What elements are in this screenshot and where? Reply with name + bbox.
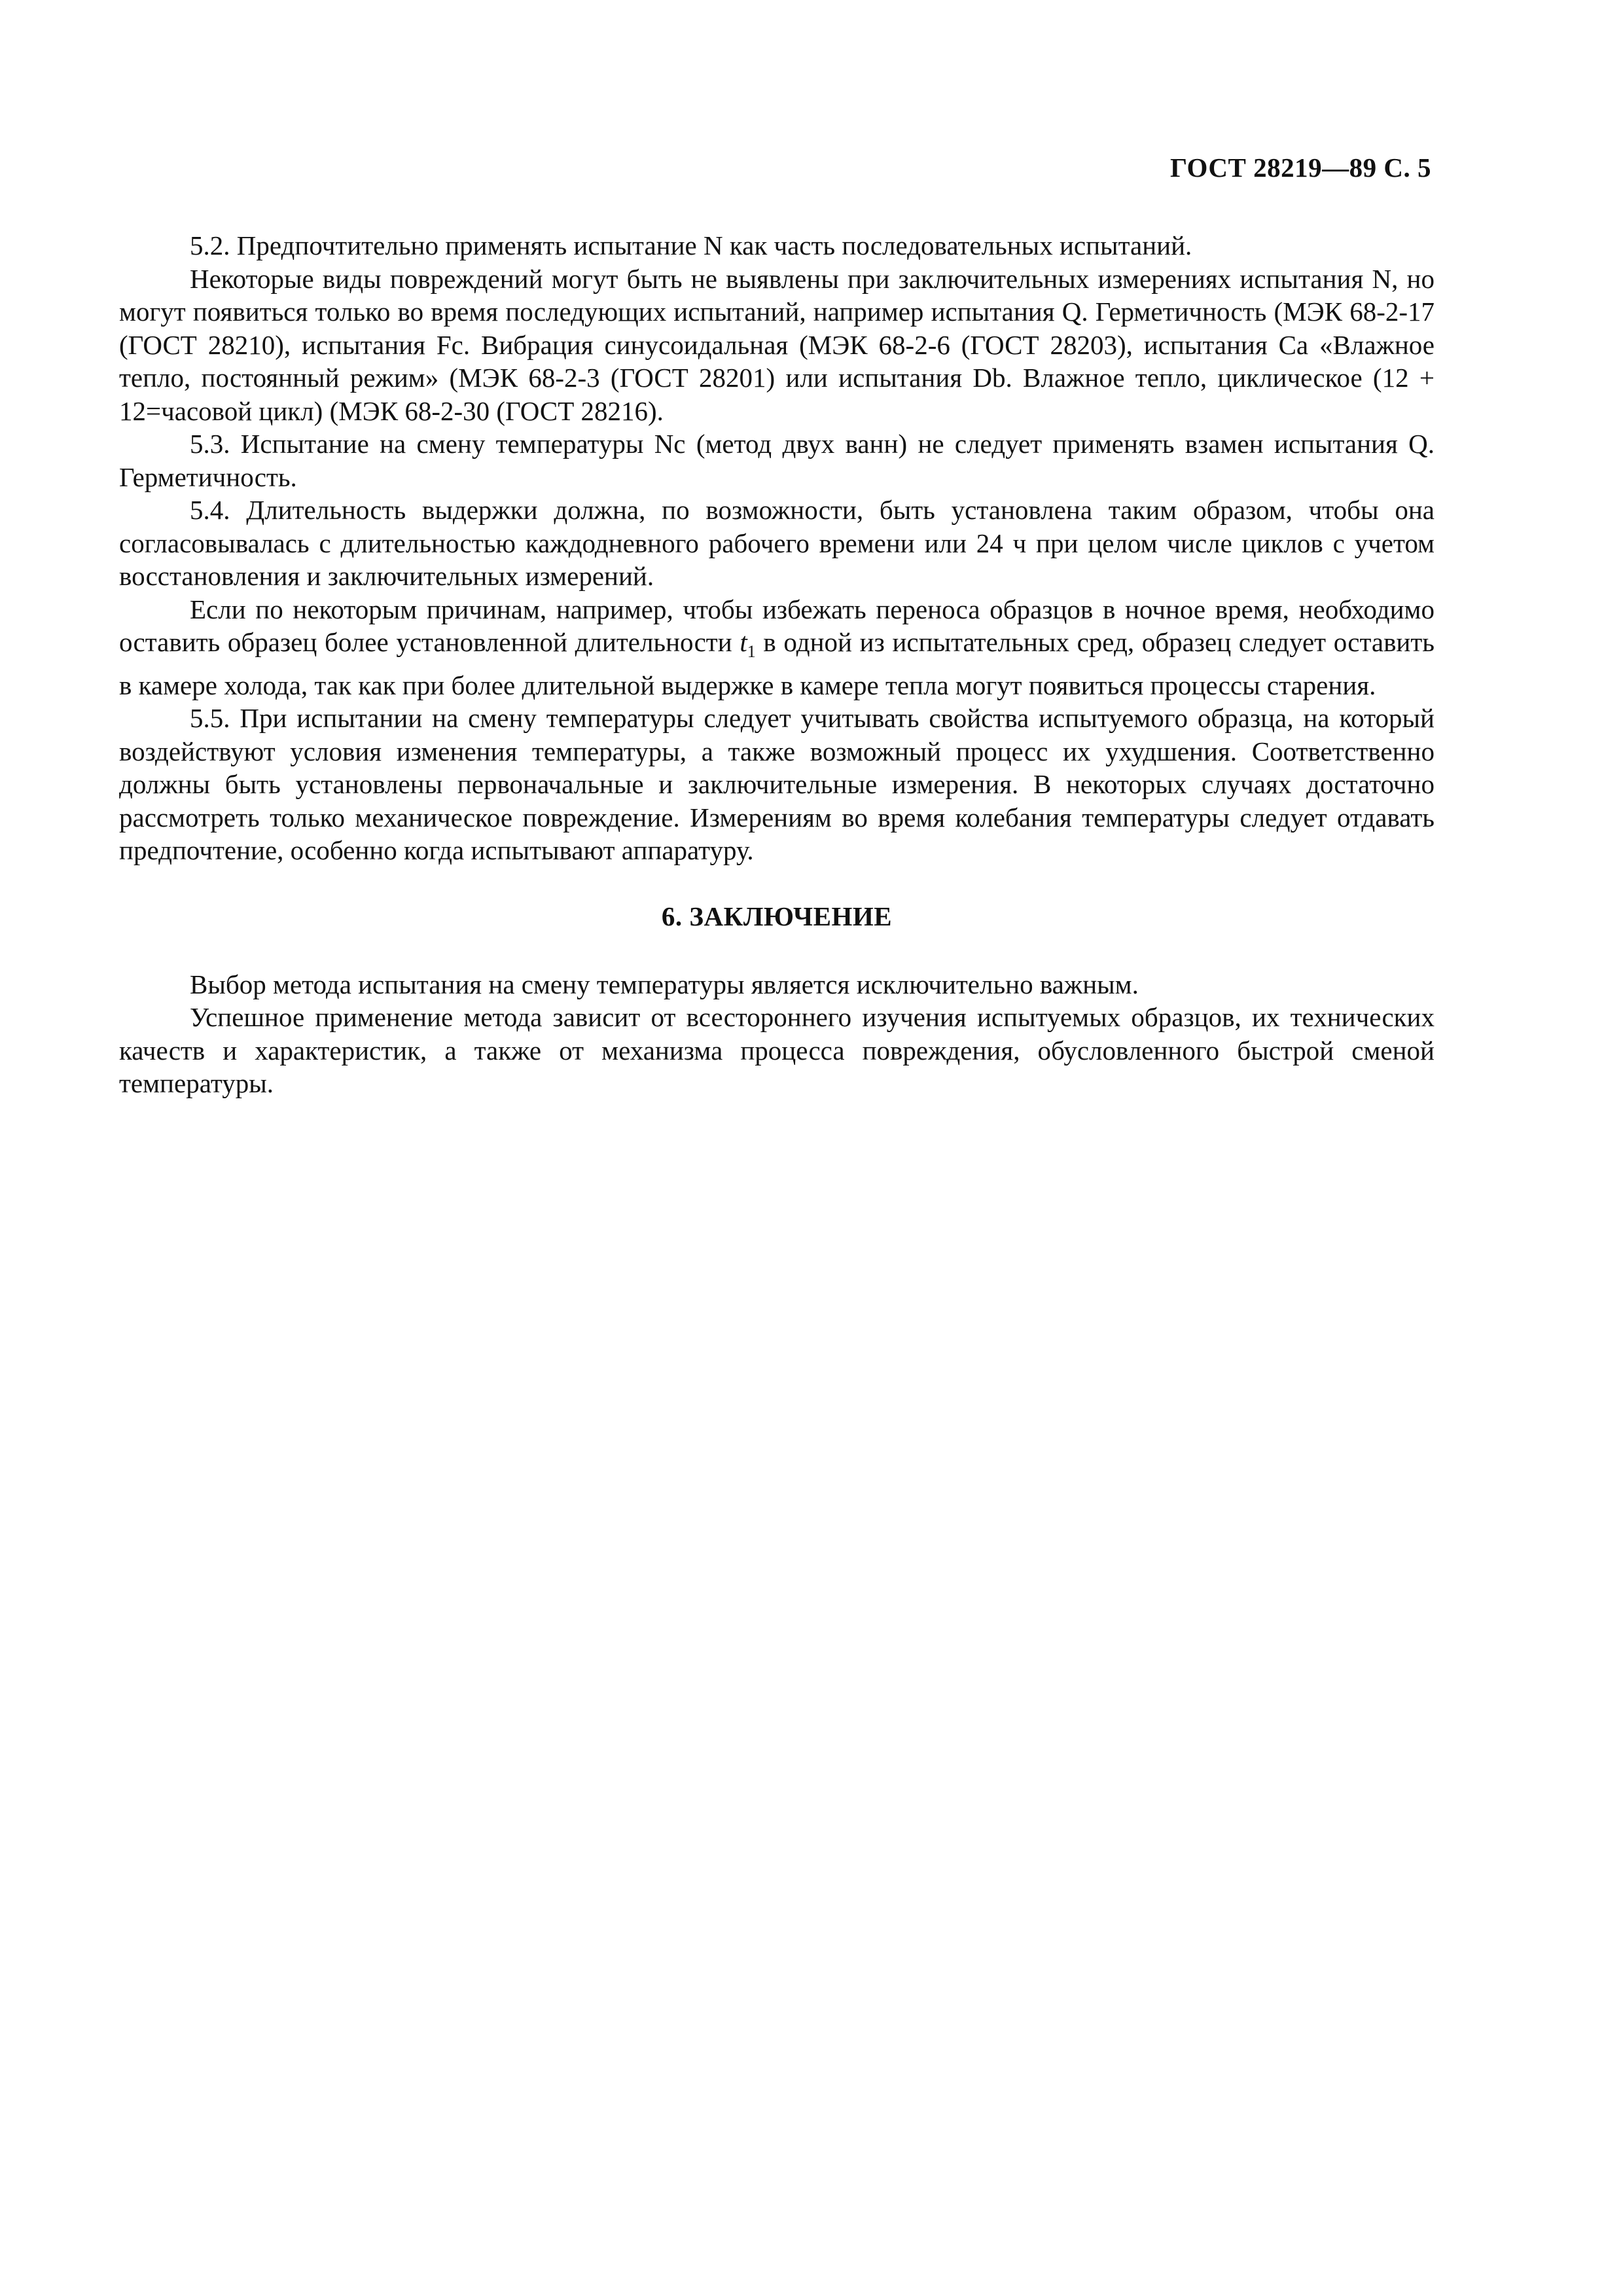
- page-header: ГОСТ 28219—89 С. 5: [1169, 152, 1431, 183]
- section-6-title: 6. ЗАКЛЮЧЕНИЕ: [661, 901, 893, 931]
- paragraph-5-2-details: Некоторые виды повреждений могут быть не выявлены при заключительных измерениях испытания N, но могут появиться только во время последующих испытаний, например испытания Q. Герметичность (МЭК 68-2-17 (ГОСТ 28210), испытания Fc. Вибрация синусоидальная (МЭК 68-2-6 (ГОСТ 28203), испытания Са «Влажное тепло, постоянный режим» (МЭК 68-2-3 (ГОСТ 28201) или испытания Db. Влажное тепло, циклическое (12 + 12=часовой цикл) (МЭК 68-2-30 (ГОСТ 28216).: [119, 263, 1435, 426]
- variable-t: t: [740, 627, 747, 657]
- conclusion-paragraph-1: Выбор метода испытания на смену температуры является исключительно важным.: [190, 969, 1139, 999]
- paragraph-5-4-note-text-before: Если по некоторым причинам, например, чтобы избежать переноса образцов в ночное время, необходимо оставить образец более установленной длительности: [119, 594, 1435, 657]
- conclusion-paragraph-2: Успешное применение метода зависит от всестороннего изучения испытуемых образцов, их технических качеств и характеристик, а также от механизма процесса повреждения, обусловленного быстрой сменой температуры.: [119, 1002, 1435, 1099]
- paragraph-5-4-note: [119, 593, 1435, 702]
- paragraph-5-4-note-text-after: в одной из испытательных сред, образец следует оставить в камере холода, так как при более длительной выдержке в камере тепла могут появиться процессы старения.: [119, 627, 1435, 700]
- paragraph-5-5: 5.5. При испытании на смену температуры следует учитывать свойства испытуемого образца, на который воздействуют условия изменения температуры, а также возможный процесс их ухудшения. Соответственно должны быть установлены первоначальные и заключительные измерения. В некоторых случаях достаточно рассмотреть только механическое повреждение. Измерениям во время колебания температуры следует отдавать предпочтение, особенно когда испытывают аппаратуру.: [119, 703, 1435, 866]
- paragraph-5-4: 5.4. Длительность выдержки должна, по возможности, быть установлена таким образом, чтобы она согласовывалась с длительностью каждодневного рабочего времени или 24 ч при целом числе циклов с учетом восстановления и заключительных измерений.: [119, 495, 1435, 591]
- variable-subscript: 1: [747, 642, 756, 662]
- paragraph-5-2: 5.2. Предпочтительно применять испытание N как часть последовательных испытаний.: [190, 230, 1192, 260]
- paragraph-5-3: 5.3. Испытание на смену температуры Nc (метод двух ванн) не следует применять взамен испытания Q. Герметичность.: [119, 429, 1435, 492]
- document-body: [119, 229, 1435, 1100]
